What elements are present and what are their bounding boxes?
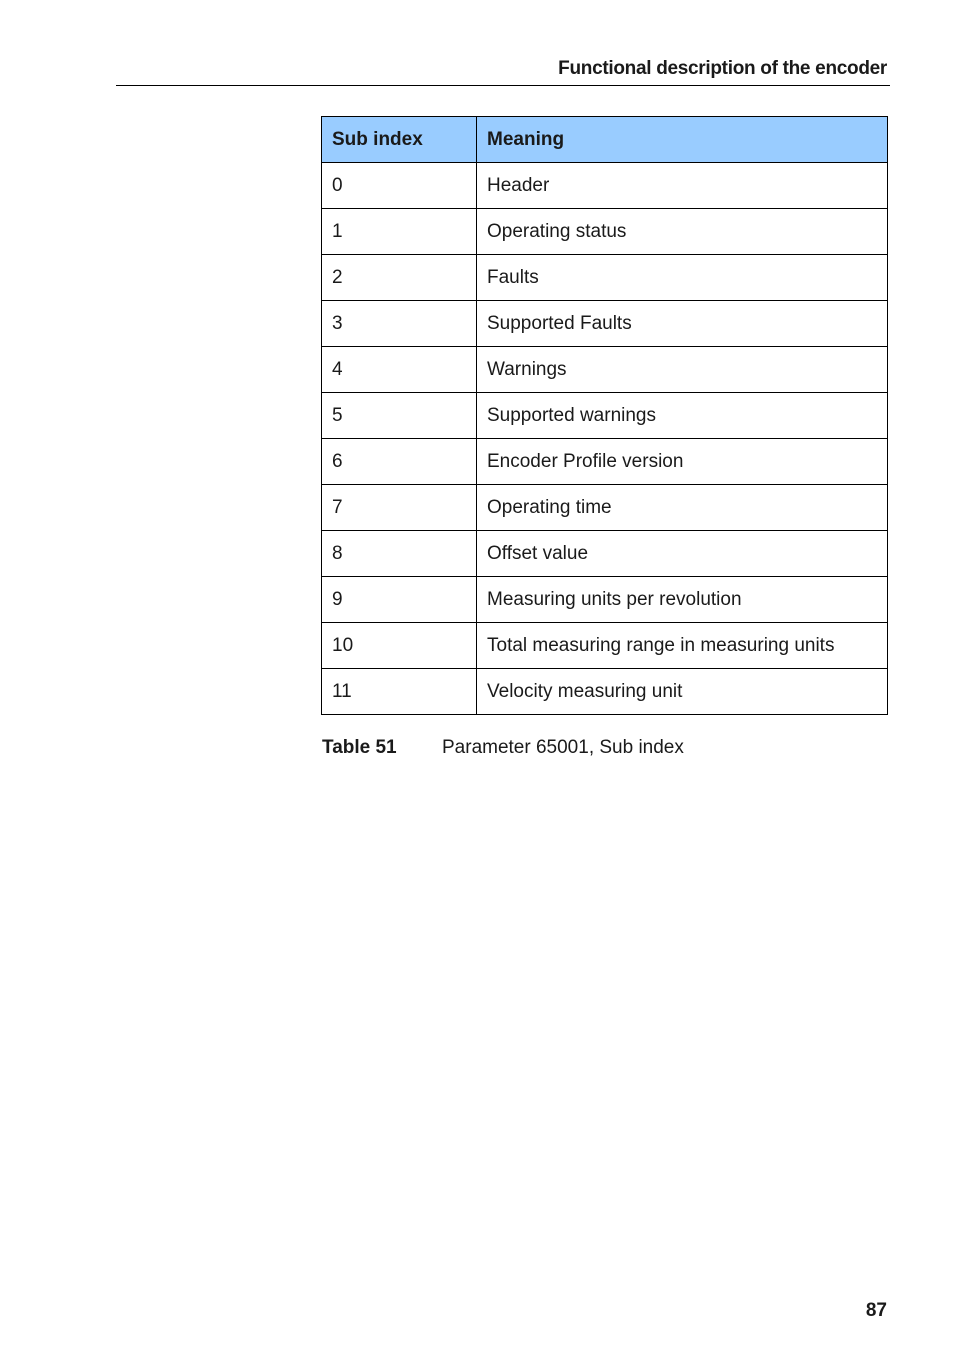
table-row: [322, 577, 888, 623]
table-row: [322, 531, 888, 577]
meaning-cell: Header: [477, 163, 888, 209]
column-header-meaning: Meaning: [477, 117, 888, 163]
table-row: [322, 393, 888, 439]
meaning-cell: Measuring units per revolution: [477, 577, 888, 623]
running-header: Functional description of the encoder: [558, 58, 887, 79]
sub-index-cell: 4: [322, 347, 477, 393]
meaning-cell: Supported warnings: [477, 393, 888, 439]
table-caption: [322, 737, 684, 759]
meaning-cell: Faults: [477, 255, 888, 301]
sub-index-cell: 0: [322, 163, 477, 209]
caption-label: Table 51: [322, 737, 397, 758]
column-header-sub-index: Sub index: [322, 117, 477, 163]
sub-index-cell: 5: [322, 393, 477, 439]
sub-index-cell: 7: [322, 485, 477, 531]
meaning-cell: Supported Faults: [477, 301, 888, 347]
page-number: 87: [865, 1300, 887, 1321]
table-row: [322, 209, 888, 255]
table-row: [322, 255, 888, 301]
sub-index-cell: 1: [322, 209, 477, 255]
table-row: [322, 163, 888, 209]
table-header-row: [322, 117, 888, 163]
table-row: [322, 301, 888, 347]
table-row: [322, 623, 888, 669]
meaning-cell: Velocity measuring unit: [477, 669, 888, 715]
sub-index-cell: 8: [322, 531, 477, 577]
meaning-cell: Offset value: [477, 531, 888, 577]
meaning-cell: Operating time: [477, 485, 888, 531]
caption-text: Parameter 65001, Sub index: [442, 737, 684, 758]
sub-index-cell: 6: [322, 439, 477, 485]
table-row: [322, 439, 888, 485]
table-row: [322, 669, 888, 715]
meaning-cell: Encoder Profile version: [477, 439, 888, 485]
meaning-cell: Operating status: [477, 209, 888, 255]
sub-index-cell: 2: [322, 255, 477, 301]
table-row: [322, 347, 888, 393]
meaning-cell: Warnings: [477, 347, 888, 393]
sub-index-cell: 10: [322, 623, 477, 669]
table-row: [322, 485, 888, 531]
parameter-table: [321, 116, 888, 715]
header-rule: [116, 85, 890, 86]
sub-index-cell: 3: [322, 301, 477, 347]
sub-index-cell: 11: [322, 669, 477, 715]
meaning-cell: Total measuring range in measuring units: [477, 623, 888, 669]
sub-index-cell: 9: [322, 577, 477, 623]
